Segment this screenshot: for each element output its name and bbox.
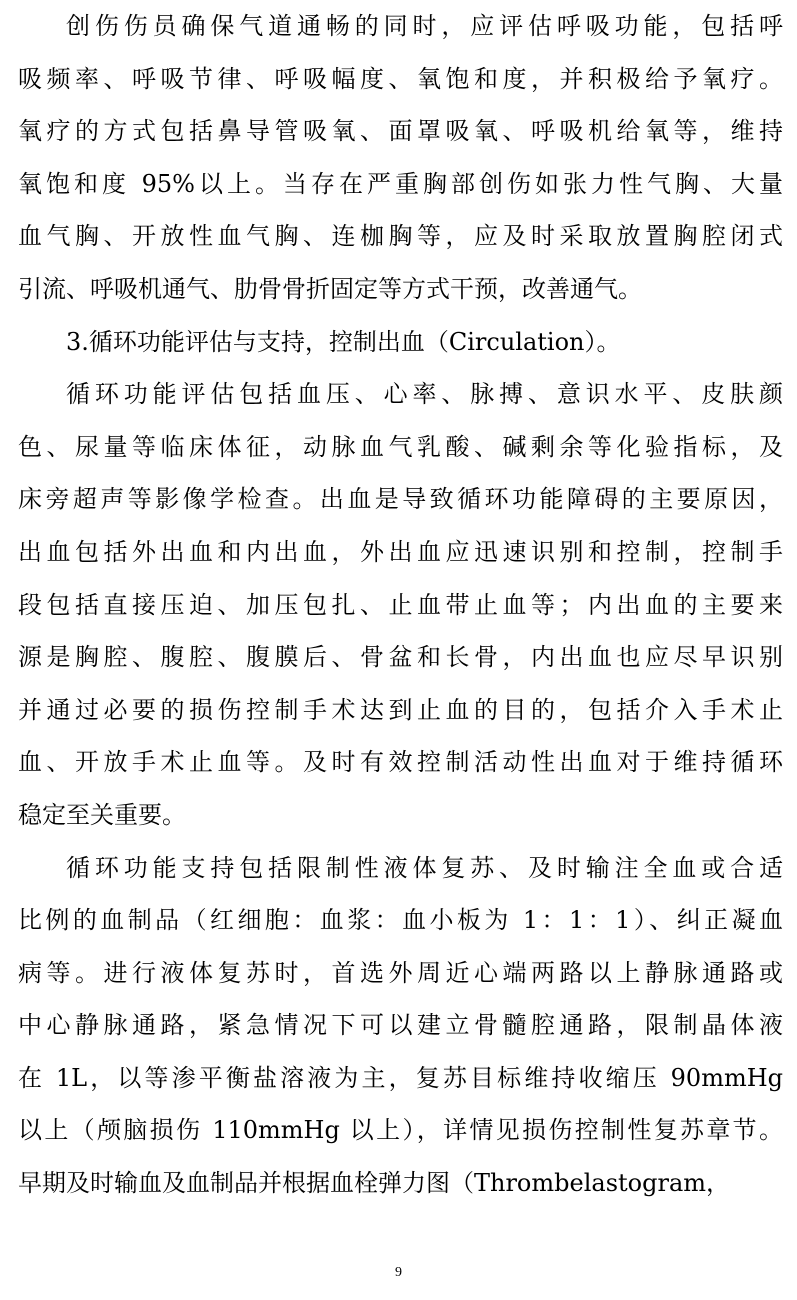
paragraph-breathing: [18, 0, 783, 316]
document-body: [18, 0, 783, 1210]
text-line: 并通过必要的损伤控制手术达到止血的目的，包括介入手术止: [18, 695, 783, 724]
text-line: 色、尿量等临床体征，动脉血气乳酸、碱剩余等化验指标，及: [18, 432, 783, 461]
text-line: 以上（颅脑损伤 110mmHg 以上），详情见损伤控制性复苏章节。: [18, 1116, 783, 1145]
paragraph-circulation-support: [18, 842, 783, 1210]
text-line: 源是胸腔、腹腔、腹膜后、骨盆和长骨，内出血也应尽早识别: [18, 643, 783, 672]
section-heading: 3.循环功能评估与支持，控制出血（Circulation）。: [66, 327, 621, 356]
text-line: 创伤伤员确保气道通畅的同时，应评估呼吸功能，包括呼: [66, 12, 783, 40]
text-line: 中心静脉通路，紧急情况下可以建立骨髓腔通路，限制晶体液: [18, 1011, 783, 1040]
text-line: 引流、呼吸机通气、肋骨骨折固定等方式干预，改善通气。: [18, 274, 642, 303]
text-line: 稳定至关重要。: [18, 800, 186, 829]
text-line: 循环功能支持包括限制性液体复苏、及时输注全血或合适: [66, 853, 783, 882]
paragraph-circulation-assessment: [18, 368, 783, 841]
heading-circulation: [18, 316, 783, 369]
text-line: 段包括直接压迫、加压包扎、止血带止血等；内出血的主要来: [18, 590, 783, 619]
text-line: 出血包括外出血和内出血，外出血应迅速识别和控制，控制手: [18, 537, 783, 566]
text-line: 血、开放手术止血等。及时有效控制活动性出血对于维持循环: [18, 748, 783, 777]
text-line: 床旁超声等影像学检查。出血是导致循环功能障碍的主要原因，: [18, 485, 783, 514]
text-line: 在 1L，以等渗平衡盐溶液为主，复苏目标维持收缩压 90mmHg: [18, 1063, 783, 1092]
text-line: 病等。进行液体复苏时，首选外周近心端两路以上静脉通路或: [18, 958, 783, 987]
text-line: 早期及时输血及血制品并根据血栓弹力图（Thrombelastogram，: [18, 1169, 731, 1198]
text-line: 吸频率、呼吸节律、呼吸幅度、氧饱和度，并积极给予氧疗。: [18, 64, 783, 93]
text-line: 血气胸、开放性血气胸、连枷胸等，应及时采取放置胸腔闭式: [18, 222, 783, 251]
text-line: 氧疗的方式包括鼻导管吸氧、面罩吸氧、呼吸机给氧等，维持: [18, 117, 783, 146]
text-line: 循环功能评估包括血压、心率、脉搏、意识水平、皮肤颜: [66, 380, 783, 409]
page-number: 9: [395, 1265, 402, 1280]
text-line: 比例的血制品（红细胞：血浆：血小板为 1：1：1）、纠正凝血: [18, 906, 783, 935]
text-line: 氧饱和度 95%以上。当存在严重胸部创伤如张力性气胸、大量: [18, 169, 783, 198]
